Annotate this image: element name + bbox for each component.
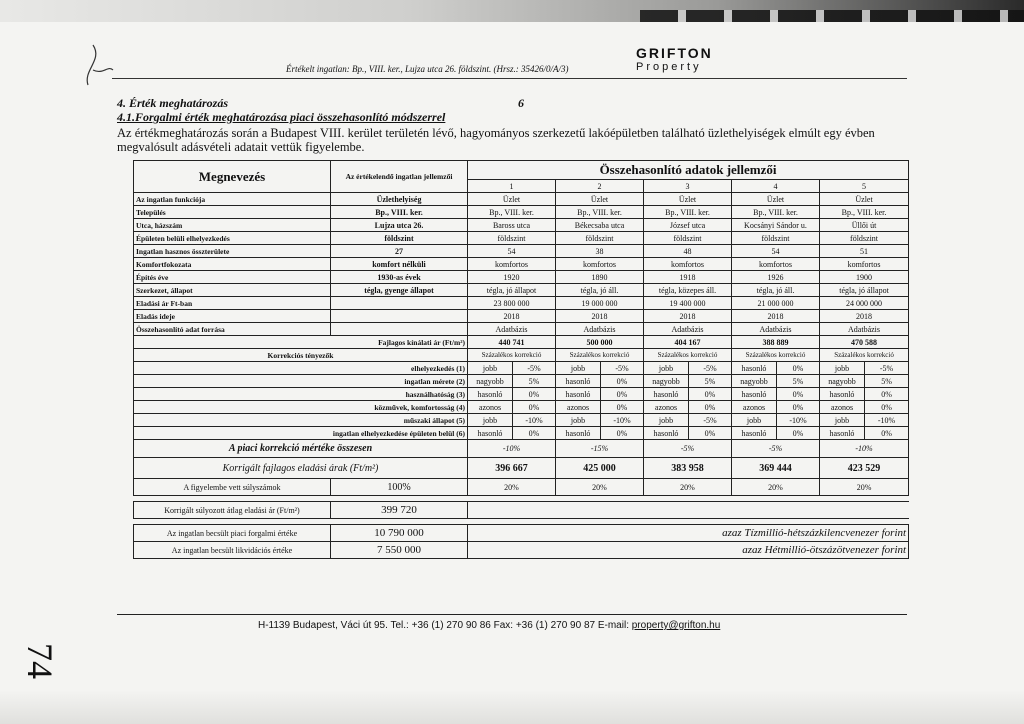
table-row (134, 401, 909, 414)
average-price-value: 399 720 (331, 502, 468, 519)
comparable-value: 1900 (820, 271, 909, 284)
correction-percent: 5% (689, 375, 732, 388)
correction-percent: 0% (601, 375, 644, 388)
comparable-value: Békecsaba utca (556, 219, 644, 232)
correction-qualifier: azonos (644, 401, 689, 414)
correction-percent: 0% (513, 388, 556, 401)
market-value: 10 790 000 (331, 525, 468, 542)
corrected-price-value: 383 958 (644, 458, 732, 479)
correction-percent: 0% (777, 388, 820, 401)
comparable-value: Bp., VIII. ker. (468, 206, 556, 219)
market-correction-value: -5% (644, 440, 732, 458)
row-label: Szerkezet, állapot (134, 284, 331, 297)
comparable-value: földszint (644, 232, 732, 245)
scan-bottom-shade (0, 690, 1024, 724)
market-correction-value: -10% (468, 440, 556, 458)
comparable-value: Üzlet (644, 193, 732, 206)
page-number: 6 (518, 96, 524, 110)
footer-address: H-1139 Budapest, Váci út 95. Tel.: +36 (1) 270 90 86 Fax: +36 (1) 270 90 87 E-mail: (258, 620, 629, 631)
subject-value: tégla, gyenge állapot (331, 284, 468, 297)
comparable-value: földszint (468, 232, 556, 245)
comparable-value: komfortos (468, 258, 556, 271)
comparable-value: 1918 (644, 271, 732, 284)
correction-header-value: Százalékos korrekció (820, 349, 909, 362)
table-row (134, 219, 909, 232)
correction-percent: -5% (689, 414, 732, 427)
table-row (134, 375, 909, 388)
correction-percent: 0% (689, 401, 732, 414)
col-head-comparables: Összehasonlító adatok jellemzői (468, 161, 909, 180)
comparable-value: tégla, jó állapot (468, 284, 556, 297)
correction-percent: 5% (865, 375, 909, 388)
correction-qualifier: nagyobb (644, 375, 689, 388)
comparable-value: 2018 (556, 310, 644, 323)
row-label: Település (134, 206, 331, 219)
comparable-value: 2018 (468, 310, 556, 323)
correction-percent: 0% (601, 401, 644, 414)
comparable-value: Adatbázis (820, 323, 909, 336)
correction-rows (134, 362, 909, 440)
correction-header-value: Százalékos korrekció (468, 349, 556, 362)
comparable-value: 54 (468, 245, 556, 258)
unit-price-value: 388 889 (732, 336, 820, 349)
average-price-row (134, 502, 909, 519)
comparable-number-4: 4 (732, 180, 820, 193)
correction-percent: 5% (777, 375, 820, 388)
weight-value: 20% (556, 479, 644, 496)
scan-top-dark-band (640, 10, 1024, 22)
market-value-label: Az ingatlan becsült piaci forgalmi értéke (134, 525, 331, 542)
correction-qualifier: hasonló (644, 427, 689, 440)
correction-percent: -5% (601, 362, 644, 375)
comparable-value: Üzlet (820, 193, 909, 206)
subject-value: Üzlethelyiség (331, 193, 468, 206)
comparable-value: Üllői út (820, 219, 909, 232)
unit-price-row (134, 336, 909, 349)
table-row (134, 310, 909, 323)
correction-percent: -10% (513, 414, 556, 427)
correction-label: ingatlan mérete (2) (134, 375, 468, 388)
comparable-value: tégla, jó áll. (556, 284, 644, 297)
correction-header-row (134, 349, 909, 362)
weight-subject: 100% (331, 479, 468, 496)
header-subject: Értékelt ingatlan: Bp., VIII. ker., Lujza utca 26. földszint. (Hrsz.: 35426/0/A/3) (286, 64, 569, 74)
comparable-number-2: 2 (556, 180, 644, 193)
correction-qualifier: hasonló (468, 427, 513, 440)
comparable-value: 24 000 000 (820, 297, 909, 310)
correction-qualifier: jobb (468, 414, 513, 427)
comparable-value: Adatbázis (468, 323, 556, 336)
correction-qualifier: nagyobb (732, 375, 777, 388)
row-label: Építés éve (134, 271, 331, 284)
correction-percent: 0% (689, 388, 732, 401)
correction-qualifier: hasonló (468, 388, 513, 401)
weight-value: 20% (644, 479, 732, 496)
correction-qualifier: jobb (644, 414, 689, 427)
comparable-value: Adatbázis (732, 323, 820, 336)
unit-price-value: 500 000 (556, 336, 644, 349)
subject-value (331, 297, 468, 310)
subject-value: 27 (331, 245, 468, 258)
col-head-subject: Az értékelendő ingatlan jellemzői (331, 161, 468, 193)
correction-percent: 0% (777, 427, 820, 440)
row-label: Eladási ár Ft-ban (134, 297, 331, 310)
comparable-value: 48 (644, 245, 732, 258)
comparable-value: 54 (732, 245, 820, 258)
comparable-value: Bp., VIII. ker. (556, 206, 644, 219)
correction-qualifier: azonos (556, 401, 601, 414)
footer-email-link[interactable]: property@grifton.hu (631, 620, 721, 631)
table-row (134, 388, 909, 401)
table-row (134, 414, 909, 427)
correction-label: elhelyezkedés (1) (134, 362, 468, 375)
unit-price-label: Fajlagos kínálati ár (Ft/m²) (134, 336, 468, 349)
table-row (134, 258, 909, 271)
correction-header-value: Százalékos korrekció (644, 349, 732, 362)
correction-qualifier: hasonló (732, 427, 777, 440)
correction-percent: -5% (513, 362, 556, 375)
footer-rule (117, 614, 907, 615)
header-rule (112, 78, 907, 79)
row-label: Komfortfokozata (134, 258, 331, 271)
correction-percent: 0% (601, 388, 644, 401)
table-row (134, 245, 909, 258)
correction-label: ingatlan elhelyezkedése épületen belül (6) (134, 427, 468, 440)
row-label: Ingatlan hasznos összterülete (134, 245, 331, 258)
correction-qualifier: hasonló (644, 388, 689, 401)
comparable-value: 19 000 000 (556, 297, 644, 310)
market-correction-value: -10% (820, 440, 909, 458)
correction-qualifier: nagyobb (468, 375, 513, 388)
correction-percent: 0% (777, 362, 820, 375)
correction-qualifier: azonos (732, 401, 777, 414)
comparable-value: Bp., VIII. ker. (644, 206, 732, 219)
table-row (134, 271, 909, 284)
market-value-words: azaz Tízmillió-hétszázkilencvenezer forint (468, 525, 909, 542)
correction-qualifier: hasonló (556, 427, 601, 440)
comparable-value: tégla, jó áll. (732, 284, 820, 297)
correction-qualifier: jobb (820, 414, 865, 427)
comparable-number-1: 1 (468, 180, 556, 193)
row-label: Összehasonlító adat forrása (134, 323, 331, 336)
intro-paragraph: Az értékmeghatározás során a Budapest VIII. kerület területén lévő, hagyományos szerkezetű lakóépületben található üzlethelyiségek elmúlt egy évben megvalósult adásvételi adatait vettük figyelembe. (117, 126, 875, 154)
logo-property: Property (636, 61, 702, 73)
row-label: Épületen belüli elhelyezkedés (134, 232, 331, 245)
row-label: Eladás ideje (134, 310, 331, 323)
correction-percent: 0% (513, 427, 556, 440)
correction-header-value: Százalékos korrekció (732, 349, 820, 362)
comparable-value: 1920 (468, 271, 556, 284)
comparable-value: 19 400 000 (644, 297, 732, 310)
correction-label: használhatóság (3) (134, 388, 468, 401)
correction-percent: -10% (601, 414, 644, 427)
comparable-value: 1926 (732, 271, 820, 284)
comparable-value: Adatbázis (644, 323, 732, 336)
correction-qualifier: hasonló (556, 375, 601, 388)
table-row (134, 206, 909, 219)
correction-percent: -5% (865, 362, 909, 375)
comparable-value: Adatbázis (556, 323, 644, 336)
corrected-price-value: 423 529 (820, 458, 909, 479)
correction-qualifier: jobb (556, 362, 601, 375)
row-label: Utca, házszám (134, 219, 331, 232)
comparison-table (133, 160, 909, 559)
corrected-price-value: 425 000 (556, 458, 644, 479)
correction-percent: 5% (513, 375, 556, 388)
table-row (134, 297, 909, 310)
weight-value: 20% (732, 479, 820, 496)
correction-qualifier: hasonló (732, 388, 777, 401)
correction-qualifier: azonos (468, 401, 513, 414)
subject-value: komfort nélküli (331, 258, 468, 271)
market-correction-label: A piaci korrekció mértéke összesen (134, 440, 468, 458)
market-correction-value: -15% (556, 440, 644, 458)
comparable-value: 21 000 000 (732, 297, 820, 310)
subject-value (331, 310, 468, 323)
comparable-value: komfortos (732, 258, 820, 271)
correction-qualifier: jobb (732, 414, 777, 427)
comparable-value: 23 800 000 (468, 297, 556, 310)
correction-percent: 0% (601, 427, 644, 440)
table-row (134, 232, 909, 245)
correction-percent: 0% (865, 388, 909, 401)
market-correction-row (134, 440, 909, 458)
correction-qualifier: jobb (468, 362, 513, 375)
average-price-label: Korrigált súlyozott átlag eladási ár (Ft/m²) (134, 502, 331, 519)
correction-percent: 0% (513, 401, 556, 414)
comparable-value: 2018 (820, 310, 909, 323)
correction-qualifier: nagyobb (820, 375, 865, 388)
comparable-value: Üzlet (468, 193, 556, 206)
liquidation-value-row (134, 542, 909, 559)
comparable-value: 51 (820, 245, 909, 258)
correction-label: közművek, komfortosság (4) (134, 401, 468, 414)
correction-label: műszaki állapot (5) (134, 414, 468, 427)
liquidation-value-label: Az ingatlan becsült likvidációs értéke (134, 542, 331, 559)
comparable-value: tégla, jó állapot (820, 284, 909, 297)
comparable-value: komfortos (556, 258, 644, 271)
correction-percent: 0% (865, 427, 909, 440)
correction-percent: 0% (865, 401, 909, 414)
correction-qualifier: hasonló (820, 388, 865, 401)
footer-contact (258, 620, 720, 631)
table-row (134, 362, 909, 375)
correction-header-value: Százalékos korrekció (556, 349, 644, 362)
section-heading: 4. Érték meghatározás (117, 96, 229, 110)
comparable-value: földszint (732, 232, 820, 245)
correction-header-label: Korrekciós tényezők (134, 349, 468, 362)
correction-percent: 0% (777, 401, 820, 414)
row-label: Az ingatlan funkciója (134, 193, 331, 206)
subject-value (331, 323, 468, 336)
comparable-value: komfortos (644, 258, 732, 271)
comparable-number-5: 5 (820, 180, 909, 193)
correction-qualifier: hasonló (820, 427, 865, 440)
handwritten-page-number: 74 (20, 643, 60, 679)
comparable-value: 2018 (732, 310, 820, 323)
market-correction-value: -5% (732, 440, 820, 458)
table-row (134, 284, 909, 297)
comparable-value: 38 (556, 245, 644, 258)
comparable-value: tégla, közepes áll. (644, 284, 732, 297)
comparable-value: komfortos (820, 258, 909, 271)
subject-value: földszint (331, 232, 468, 245)
liquidation-value: 7 550 000 (331, 542, 468, 559)
table-row (134, 193, 909, 206)
correction-percent: -10% (865, 414, 909, 427)
weight-value: 20% (468, 479, 556, 496)
unit-price-value: 470 588 (820, 336, 909, 349)
corrected-price-value: 396 667 (468, 458, 556, 479)
comparable-value: Üzlet (556, 193, 644, 206)
attribute-rows (134, 193, 909, 336)
correction-qualifier: jobb (644, 362, 689, 375)
weight-row (134, 479, 909, 496)
correction-percent: -5% (689, 362, 732, 375)
comparable-number-3: 3 (644, 180, 732, 193)
comparable-value: Baross utca (468, 219, 556, 232)
correction-qualifier: hasonló (732, 362, 777, 375)
correction-qualifier: hasonló (556, 388, 601, 401)
comparable-value: 1890 (556, 271, 644, 284)
market-value-row (134, 525, 909, 542)
liquidation-value-words: azaz Hétmillió-ötszázötvenezer forint (468, 542, 909, 559)
unit-price-value: 404 167 (644, 336, 732, 349)
correction-qualifier: jobb (820, 362, 865, 375)
subject-value: 1930-as évek (331, 271, 468, 284)
weight-value: 20% (820, 479, 909, 496)
comparable-value: József utca (644, 219, 732, 232)
corrected-price-row (134, 458, 909, 479)
comparable-value: Bp., VIII. ker. (820, 206, 909, 219)
corrected-price-value: 369 444 (732, 458, 820, 479)
table-row (134, 323, 909, 336)
section-subheading: 4.1.Forgalmi érték meghatározása piaci összehasonlító módszerrel (117, 110, 446, 124)
correction-qualifier: azonos (820, 401, 865, 414)
logo-grifton: GRIFTON (636, 45, 713, 61)
handwritten-mark-icon (78, 40, 118, 90)
comparable-value: 2018 (644, 310, 732, 323)
comparable-value: Üzlet (732, 193, 820, 206)
correction-percent: -10% (777, 414, 820, 427)
comparable-value: Bp., VIII. ker. (732, 206, 820, 219)
table-row (134, 427, 909, 440)
corrected-price-label: Korrigált fajlagos eladási árak (Ft/m²) (134, 458, 468, 479)
correction-percent: 0% (689, 427, 732, 440)
subject-value: Bp., VIII. ker. (331, 206, 468, 219)
subject-value: Lujza utca 26. (331, 219, 468, 232)
comparable-value: Kocsányi Sándor u. (732, 219, 820, 232)
comparable-value: földszint (556, 232, 644, 245)
weight-label: A figyelembe vett súlyszámok (134, 479, 331, 496)
correction-qualifier: jobb (556, 414, 601, 427)
col-head-name: Megnevezés (134, 161, 331, 193)
comparable-value: földszint (820, 232, 909, 245)
unit-price-value: 440 741 (468, 336, 556, 349)
